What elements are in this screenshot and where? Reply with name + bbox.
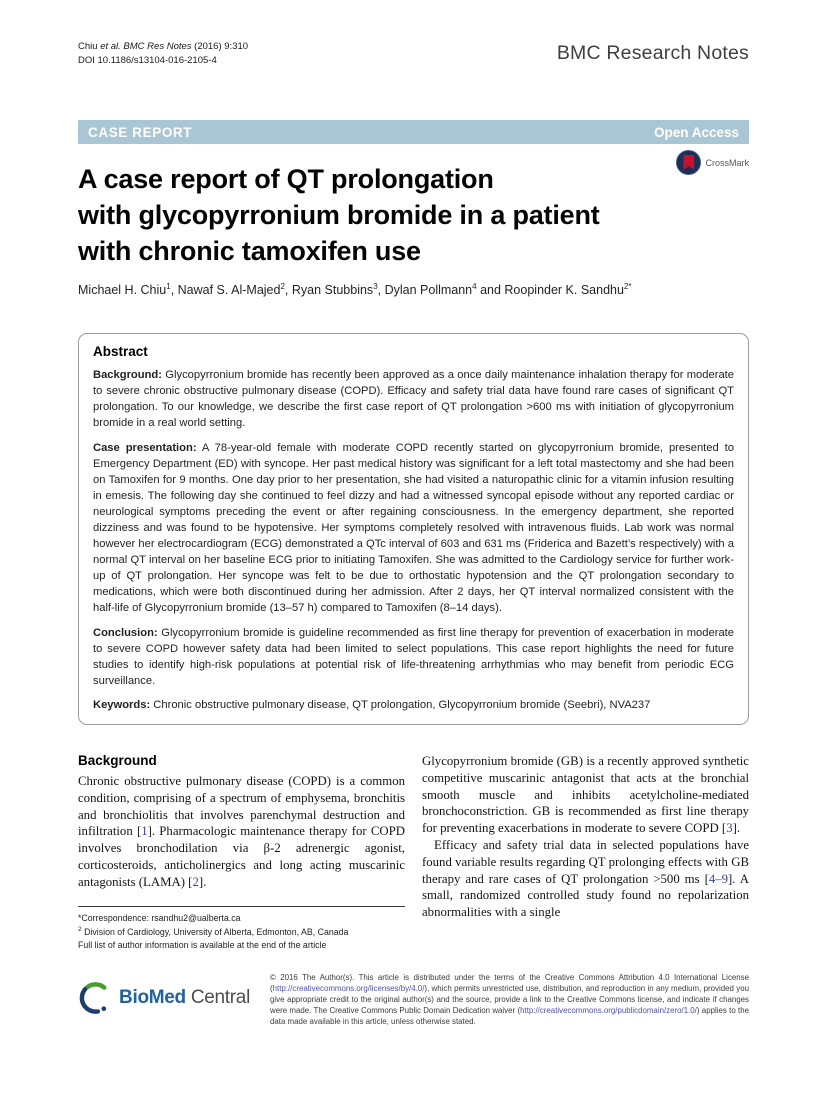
author-name: Roopinder K. Sandhu bbox=[504, 283, 624, 298]
keywords-label: Keywords: bbox=[93, 698, 151, 711]
author-name: Dylan Pollmann bbox=[384, 283, 473, 298]
crossmark-icon bbox=[676, 150, 701, 175]
affiliation-text: Division of Cardiology, University of Alberta, Edmonton, AB, Canada bbox=[81, 927, 349, 938]
biomed-central-logo-icon bbox=[78, 979, 113, 1017]
citation-line bbox=[78, 40, 248, 54]
license-segment: ) applies to the data made available in this article, unless otherwise stated. bbox=[270, 1005, 750, 1026]
abstract-conclusion-text: Glycopyrronium bromide is guideline recommended as first line therapy for prevention of exacerbation in moderate to severe COPD however safety data had been limited to select populations. This case report highlights the need for future studies to identify high-risk populations at potential risk of life-threatening arrhythmias who may benefit from periodic ECG surveillance. bbox=[93, 626, 734, 687]
author-list bbox=[78, 282, 749, 297]
paragraph-text: ]. bbox=[732, 821, 741, 836]
section-heading-background: Background bbox=[78, 753, 157, 769]
author-info-note: Full list of author information is available at the end of the article bbox=[78, 939, 327, 950]
author bbox=[78, 283, 178, 297]
body-columns bbox=[78, 753, 749, 951]
publisher-footer bbox=[78, 973, 749, 1028]
crossmark-label: CrossMark bbox=[705, 157, 749, 168]
reference-link-1[interactable]: 1 bbox=[141, 824, 148, 839]
author-affiliation-sup: 2 bbox=[280, 282, 285, 291]
author-affiliation-sup: 3 bbox=[373, 282, 378, 291]
gb-intro-paragraph bbox=[422, 753, 749, 837]
author-name: Nawaf S. Al-Majed bbox=[177, 283, 281, 298]
page-header bbox=[78, 0, 749, 67]
paragraph-text: Chronic obstructive pulmonary disease (COPD) is a common condition, comprising of a spectrum of emphysema, bronchitis and bronchiolitis that involves parenchymal destruction and infiltration [ bbox=[78, 774, 405, 839]
keywords-text: Chronic obstructive pulmonary disease, QT prolongation, Glycopyrronium bromide (Seebri), NVA237 bbox=[150, 698, 651, 711]
reference-link-3[interactable]: 3 bbox=[726, 821, 733, 836]
license-segment: © 2016 The Author(s). This article is distributed under the terms of the Creative Commons Attribution 4.0 International License ( bbox=[270, 973, 749, 993]
author bbox=[504, 283, 631, 297]
correspondence-label: *Correspondence: bbox=[78, 912, 152, 923]
right-column bbox=[422, 753, 749, 951]
author-separator: , bbox=[284, 283, 292, 298]
abstract-heading: Abstract bbox=[93, 344, 148, 360]
cc-zero-waiver-link[interactable]: http://creativecommons.org/publicdomain/zero/1.0/ bbox=[520, 1005, 697, 1015]
bookmark-icon bbox=[683, 155, 694, 170]
journal-name: BMC Research Notes bbox=[556, 42, 749, 64]
abstract-case-label: Case presentation: bbox=[93, 441, 197, 454]
author-name: Ryan Stubbins bbox=[291, 283, 374, 298]
author bbox=[292, 283, 385, 297]
reference-link-2[interactable]: 2 bbox=[192, 874, 199, 889]
paragraph-text: ]. A small, randomized controlled study found no repolarization abnormalities with a single bbox=[422, 871, 749, 920]
background-paragraph bbox=[78, 773, 405, 891]
paragraph-text: Efficacy and safety trial data in selected populations have found variable results regarding QT prolonging effects with GB therapy and rare cases of QT prolongation >500 ms [ bbox=[422, 838, 749, 886]
doi-line: DOI 10.1186/s13104-016-2105-4 bbox=[78, 54, 217, 66]
author-separator: , bbox=[377, 283, 385, 298]
paragraph-text: Glycopyrronium bromide (GB) is a recently approved synthetic competitive muscarinic antagonist that acts at the bronchial smooth muscle and inhibits acetylcholine-mediated bronchoconstriction. GB is recommended as first line therapy for preventing exacerbations in moderate to severe COPD [ bbox=[422, 754, 749, 836]
abstract-box bbox=[78, 333, 749, 725]
paragraph-text: ]. Pharmacologic maintenance therapy for COPD involves bronchodilation via β-2 adrenergic agonist, corticosteroids, anticholinergics and long acting muscarinic antagonists (LAMA) [ bbox=[78, 824, 405, 889]
open-access-label: Open Access bbox=[653, 124, 739, 140]
left-column bbox=[78, 753, 405, 951]
author-affiliation-sup: 4 bbox=[472, 282, 477, 291]
affiliation-sup: 2 bbox=[78, 926, 82, 934]
abstract-case-text: A 78-year-old female with moderate COPD recently started on glycopyrronium bromide, presented to Emergency Department (ED) with syncope. Her past medical history was significant for a left total mastectomy and she had been on Tamoxifen for 9 months. One day prior to her presentation, she had visited a naturopathic clinic for a vitamin infusion resulting in emesis. The following day she continued to feel dizzy and had a witnessed syncopal episode without any reported cardiac or neurological symptoms preceding the event or after regaining consciousness. In the emergency department, she reported dizziness and was found to be hypotensive. Her symptoms completely resolved with intravenous fluids. Lab work was normal however her electrocardiogram (ECG) demonstrated a QTc interval of 603 and 631 ms (Friderica and Bazett’s respectively) with a normal QT interval on her baseline ECG prior to initiating Tamoxifen. She was admitted to the Cardiology service for further work-up of QT prolongation. Her syncope was felt to be due to orthostatic hypotension and the QT prolongation secondary to medications, which were both discontinued during her admission. After 2 days, her QT interval normalized consistent with the half-life of Glycopyrronium bromide (13–57 h) compared to Tamoxifen (8–14 days). bbox=[93, 441, 734, 615]
logo-central-text: Central bbox=[185, 987, 250, 1008]
title-line-3: with chronic tamoxifen use bbox=[78, 236, 421, 266]
paragraph-text: ]. bbox=[198, 874, 207, 889]
article-type-label: CASE REPORT bbox=[88, 124, 193, 140]
license-text bbox=[270, 973, 749, 1028]
citation-issue: (2016) 9:310 bbox=[191, 41, 249, 52]
abstract-conclusion bbox=[93, 625, 734, 689]
title-line-1: A case report of QT prolongation bbox=[78, 164, 494, 194]
abstract-case-presentation bbox=[93, 440, 734, 617]
affiliation-line bbox=[78, 924, 405, 939]
logo-biomed-text: BioMed bbox=[119, 987, 186, 1008]
crossmark-badge[interactable] bbox=[676, 150, 749, 175]
abstract-background-label: Background: bbox=[93, 369, 162, 382]
efficacy-paragraph bbox=[422, 837, 749, 921]
abstract-background bbox=[93, 367, 734, 431]
abstract-background-text: Glycopyrronium bromide has recently been approved as a once daily maintenance inhalation therapy for moderate to severe chronic obstructive pulmonary disease (COPD). Efficacy and safety trial data have found rare cases of significant QT prolongation. To our knowledge, we describe the first case report of QT prolongation >600 ms with initiation of glycopyrronium bromide in a real world setting. bbox=[93, 369, 734, 430]
author bbox=[178, 283, 292, 297]
article-type-banner bbox=[78, 120, 749, 144]
author-affiliation-sup: 2* bbox=[623, 282, 632, 291]
citation-block bbox=[78, 40, 248, 67]
license-segment: ), which permits unrestricted use, distribution, and reproduction in any medium, provided you give appropriate credit to the original author(s) and the source, provide a link to the Creative Commons license, and indicate if changes were made. The Creative Commons Public Domain Dedication waiver ( bbox=[270, 983, 749, 1015]
article-title bbox=[78, 161, 658, 269]
reference-link-4-9[interactable]: 4–9 bbox=[708, 871, 729, 886]
correspondence-footnote bbox=[78, 906, 405, 952]
correspondence-line bbox=[78, 912, 405, 925]
abstract-keywords bbox=[93, 697, 734, 713]
biomed-central-logo bbox=[78, 973, 250, 1017]
author-affiliation-sup: 1 bbox=[166, 282, 171, 291]
citation-authors: Chiu bbox=[78, 41, 101, 52]
abstract-conclusion-label: Conclusion: bbox=[93, 626, 158, 639]
cc-by-license-link[interactable]: http://creativecommons.org/licenses/by/4.0/ bbox=[272, 983, 425, 993]
author-separator: and bbox=[476, 283, 505, 298]
biomed-central-wordmark bbox=[119, 987, 250, 1009]
correspondence-email[interactable]: rsandhu2@ualberta.ca bbox=[151, 912, 241, 923]
author-separator: , bbox=[170, 283, 178, 298]
author-name: Michael H. Chiu bbox=[78, 283, 167, 298]
author bbox=[385, 283, 505, 297]
citation-journal: et al. BMC Res Notes bbox=[100, 41, 192, 52]
title-line-2: with glycopyrronium bromide in a patient bbox=[78, 200, 600, 230]
